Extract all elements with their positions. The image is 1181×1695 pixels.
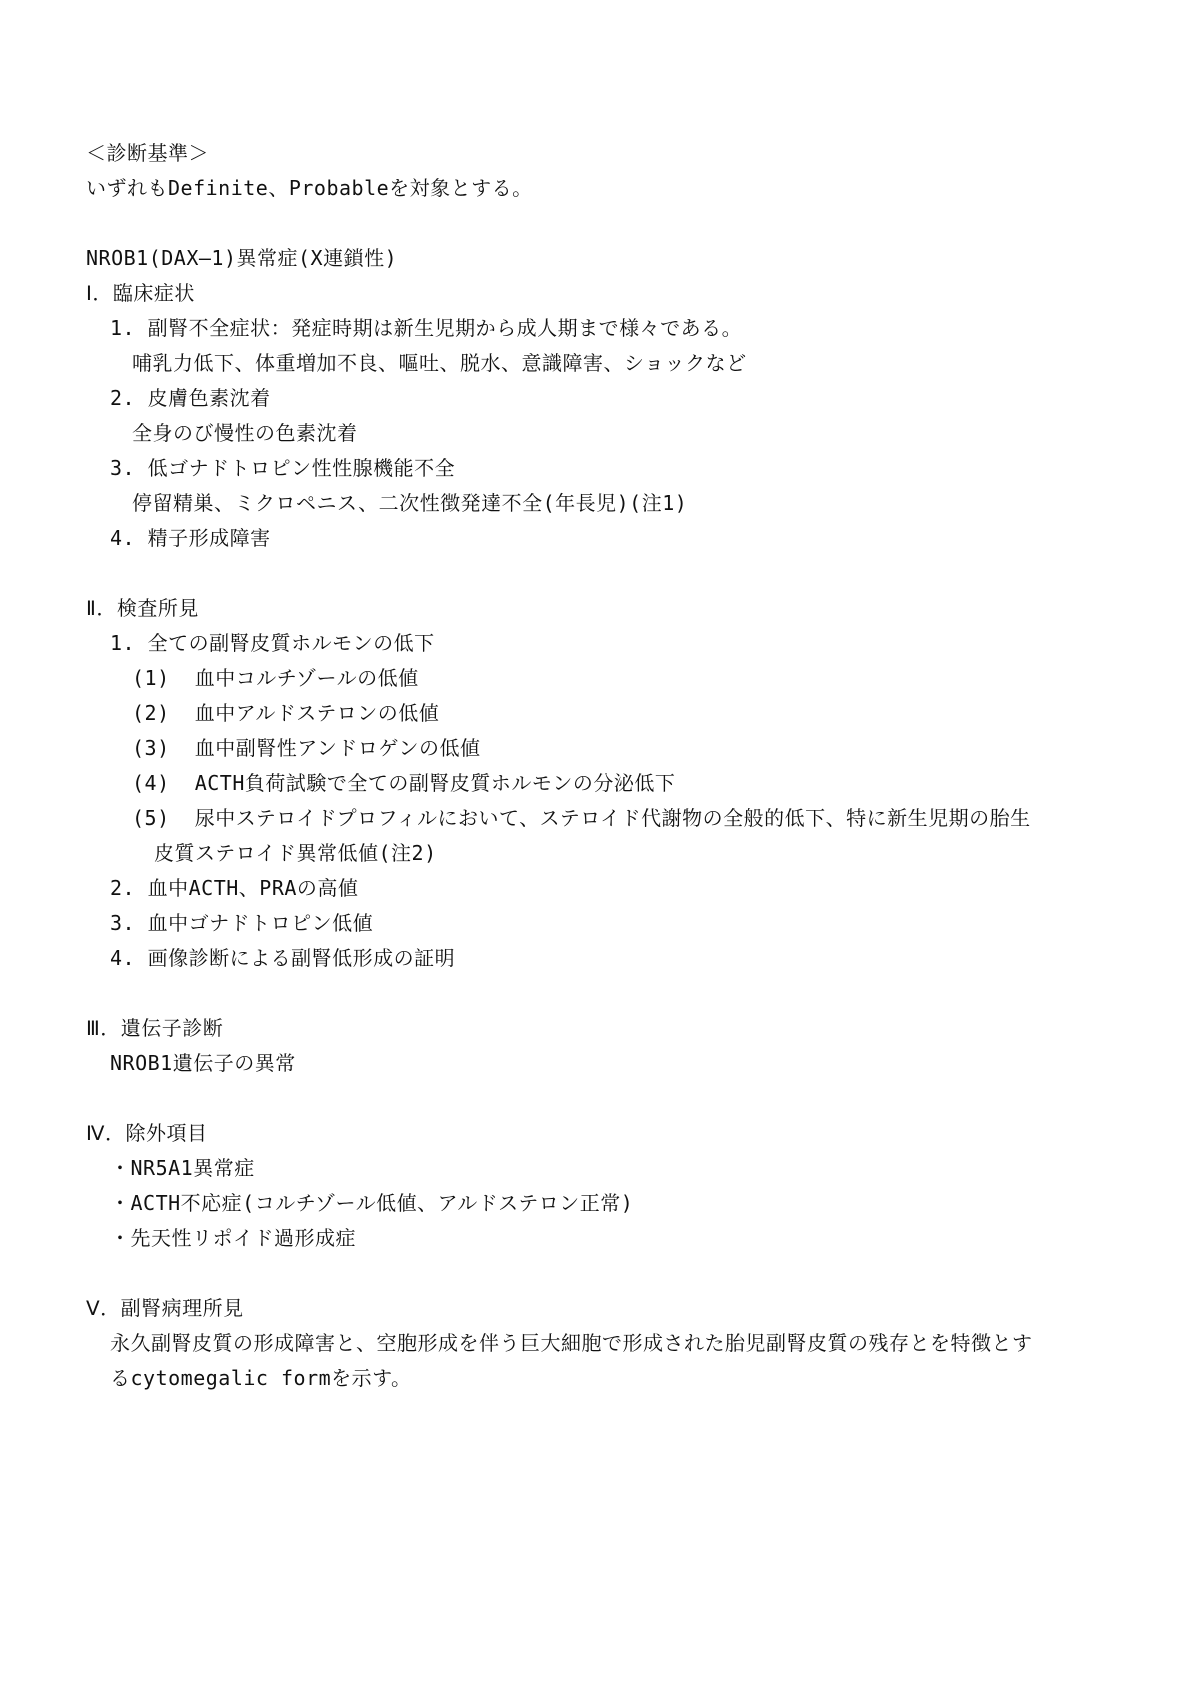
section-1-item-4: 4. 精子形成障害	[110, 526, 271, 550]
section-1-item-1-detail: 哺乳力低下、体重増加不良、嘔吐、脱水、意識障害、ショックなど	[132, 351, 747, 375]
section-1-item-3-detail: 停留精巣、ミクロペニス、二次性徴発達不全(年長児)(注1)	[132, 491, 688, 515]
section-2-sub-4: (4) ACTH負荷試験で全ての副腎皮質ホルモンの分泌低下	[132, 771, 676, 795]
section-1-item-2: 2. 皮膚色素沈着	[110, 386, 271, 410]
criteria-heading: ＜診断基準＞	[86, 141, 209, 165]
section-5-body-line-2: るcytomegalic formを示す。	[110, 1366, 412, 1390]
section-1-item-3: 3. 低ゴナドトロピン性性腺機能不全	[110, 456, 456, 480]
section-3-title: Ⅲ．遺伝子診断	[86, 1016, 224, 1040]
section-3-body: NROB1遺伝子の異常	[110, 1051, 296, 1075]
section-1-title: Ⅰ．臨床症状	[86, 281, 195, 305]
section-4-item-1: ・NR5A1異常症	[110, 1156, 255, 1180]
section-4-title: Ⅳ．除外項目	[86, 1121, 208, 1145]
section-4-item-2: ・ACTH不応症(コルチゾール低値、アルドステロン正常)	[110, 1191, 634, 1215]
section-5-body-line-1: 永久副腎皮質の形成障害と、空胞形成を伴う巨大細胞で形成された胎児副腎皮質の残存とを特徴とす	[110, 1331, 1033, 1355]
section-2-title: Ⅱ．検査所見	[86, 596, 199, 620]
section-4-item-3: ・先天性リポイド過形成症	[110, 1226, 356, 1250]
section-2-item-2: 2. 血中ACTH、PRAの高値	[110, 876, 359, 900]
section-2-item-1: 1. 全ての副腎皮質ホルモンの低下	[110, 631, 435, 655]
section-1-item-2-detail: 全身のび慢性の色素沈着	[132, 421, 358, 445]
section-1-item-1: 1. 副腎不全症状：発症時期は新生児期から成人期まで様々である。	[110, 316, 743, 340]
section-2-sub-3: (3) 血中副腎性アンドロゲンの低値	[132, 736, 481, 760]
section-2-sub-2: (2) 血中アルドステロンの低値	[132, 701, 440, 725]
section-2-sub-5: (5) 尿中ステロイドプロフィルにおいて、ステロイド代謝物の全般的低下、特に新生児期の胎生	[132, 806, 1031, 830]
section-2-sub-5-cont: 皮質ステロイド異常低値(注2)	[154, 841, 437, 865]
intro-text: いずれもDefinite、Probableを対象とする。	[86, 176, 533, 200]
section-2-sub-1: (1) 血中コルチゾールの低値	[132, 666, 419, 690]
section-2-item-4: 4. 画像診断による副腎低形成の証明	[110, 946, 456, 970]
section-2-item-3: 3. 血中ゴナドトロピン低値	[110, 911, 374, 935]
disease-title: NROB1(DAX―1)異常症(X連鎖性)	[86, 246, 398, 270]
section-5-title: Ⅴ．副腎病理所見	[86, 1296, 244, 1320]
